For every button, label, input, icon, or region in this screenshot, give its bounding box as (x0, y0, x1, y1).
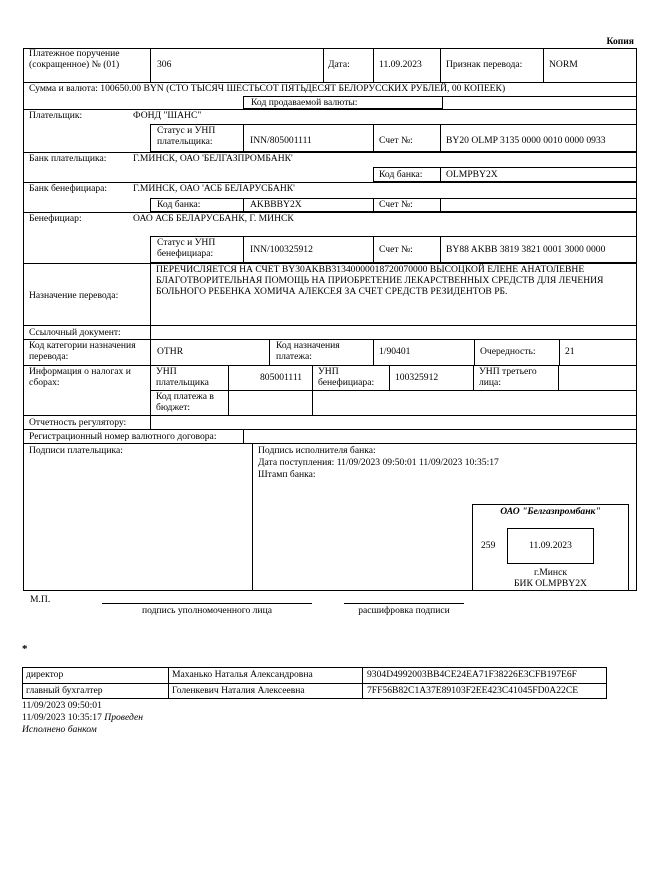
transfer-sign-label: Признак перевода: (446, 59, 523, 70)
received-line: Дата поступления: 11/09/2023 09:50:01 11/09/2023 10:35:17 (258, 457, 499, 468)
date-label: Дата: (328, 59, 350, 70)
payer-bank-code: OLMPBY2X (446, 169, 498, 180)
regulator-label: Отчетность регулятору: (29, 417, 127, 428)
beneficiary-unp-label: УНП бенефициара: (318, 366, 375, 388)
beneficiary-account: BY88 AKBB 3819 3821 0001 3000 0000 (446, 244, 606, 255)
transfer-sign: NORM (549, 59, 578, 70)
authorized-signature-caption: подпись уполномоченного лица (142, 605, 272, 616)
signer-role: директор (26, 669, 64, 680)
stamp-bik: БИК OLMPBY2X (514, 578, 587, 589)
purpose-label: Назначение перевода: (29, 290, 119, 301)
payer-bank-code-label: Код банка: (379, 169, 423, 180)
payer-account: BY20 OLMP 3135 0000 0010 0000 0933 (446, 135, 606, 146)
signer-name: Голенкевич Наталия Алексеевна (172, 685, 305, 696)
order-title: Платежное поручение (сокращенное) № (01) (29, 48, 120, 70)
footer-line-3: Исполнено банком (22, 724, 97, 735)
signer-role: главный бухгалтер (26, 685, 103, 696)
beneficiary-bank-code-label: Код банка: (157, 199, 201, 210)
beneficiary-bank-label: Банк бенефициара: (29, 183, 108, 194)
beneficiary-bank-account-label: Счет №: (379, 199, 413, 210)
sold-currency-label: Код продаваемой валюты: (251, 97, 358, 108)
beneficiary-name: ОАО АСБ БЕЛАРУСБАНК, Г. МИНСК (133, 213, 294, 224)
beneficiary-label: Бенефициар: (29, 213, 82, 224)
order-date: 11.09.2023 (379, 59, 422, 70)
signer-hash: 7FF56B82C1A37E89103F2EE423C41045FD0A22CE (367, 685, 579, 696)
beneficiary-bank-name: Г.МИНСК, ОАО 'АСБ БЕЛАРУСБАНК' (133, 183, 295, 194)
payer-signatures-label: Подписи плательщика: (29, 445, 123, 456)
reference-doc-label: Ссылочный документ: (29, 327, 121, 338)
tax-payer-unp: 805001111 (260, 372, 303, 383)
footer-line-1: 11/09/2023 09:50:01 (22, 700, 102, 711)
category-label: Код категории назначения перевода: (29, 340, 136, 362)
copy-label: Копия (606, 36, 634, 47)
payer-status-label: Статус и УНП плательщика: (157, 125, 216, 147)
budget-code-label: Код платежа в бюджет: (156, 391, 214, 413)
asterisk: * (22, 643, 28, 655)
contract-label: Регистрационный номер валютного договора: (29, 431, 217, 442)
bank-stamp-label: Штамп банка: (258, 469, 316, 480)
purpose-code: 1/90401 (379, 346, 411, 357)
payer-label: Плательщик: (29, 110, 83, 121)
stamp-date: 11.09.2023 (529, 540, 572, 551)
bank-executor-label: Подпись исполнителя банка: (258, 445, 376, 456)
beneficiary-account-label: Счет №: (379, 244, 413, 255)
priority-label: Очередность: (480, 346, 536, 357)
tax-beneficiary-unp: 100325912 (395, 372, 439, 383)
payer-account-label: Счет №: (379, 135, 413, 146)
signer-name: Маханько Наталья Александровна (172, 669, 313, 680)
footer-line-2 (22, 713, 143, 724)
beneficiary-bank-code: AKBBBY2X (250, 199, 302, 210)
stamp-city: г.Минск (534, 567, 567, 578)
purpose-text: ПЕРЕЧИСЛЯЕТСЯ НА СЧЕТ BY30AKBB31340000018720070000 ВЫСОЦКОЙ ЕЛЕНЕ АНАТОЛЕВНЕ БЛАГОТВОРИТЕЛЬНАЯ ПОМОЩЬ НА ПРИОБРЕТЕНИЕ ЛЕКАРСТВЕННЫХ СРЕДСТВ ДЛЯ ЛЕЧЕНИЯ БОЛЬНОГО РЕБЕНКА ХОМИЧА АЛЕКСЕЯ ЗА СЧЕТ СРЕДСТВ РЕЗИДЕНТОВ РБ. (156, 264, 604, 297)
beneficiary-status-label: Статус и УНП бенефициара: (157, 237, 216, 259)
stamp-bank-name: ОАО "Белгазпромбанк" (500, 506, 601, 517)
payer-bank-label: Банк плательщика: (29, 153, 107, 164)
stamp-number: 259 (481, 540, 496, 551)
purpose-code-label: Код назначения платежа: (276, 340, 340, 362)
order-number: 306 (157, 59, 172, 70)
signature-decode-caption: расшифровка подписи (358, 605, 450, 616)
mp-label: М.П. (30, 594, 51, 605)
payer-name: ФОНД "ШАНС" (133, 110, 202, 121)
footer-status: Проведен (104, 712, 143, 723)
beneficiary-unp: INN/100325912 (250, 244, 313, 255)
taxes-label: Информация о налогах и сборах: (29, 366, 131, 388)
third-party-unp-label: УНП третьего лица: (479, 366, 537, 388)
payer-bank-name: Г.МИНСК, ОАО 'БЕЛГАЗПРОМБАНК' (133, 153, 293, 164)
priority: 21 (565, 346, 575, 357)
category-value: OTHR (157, 346, 184, 357)
payer-unp-label: УНП плательщика (156, 366, 209, 388)
footer-time: 11/09/2023 10:35:17 (22, 712, 102, 723)
signer-hash: 9304D4992003BB4CE24EA71F38226E3CFB197E6F (367, 669, 578, 680)
amount-line: Сумма и валюта: 100650.00 BYN (СТО ТЫСЯЧ ШЕСТЬСОТ ПЯТЬДЕСЯТ БЕЛОРУССКИХ РУБЛЕЙ, 00 КОПЕЕК) (29, 83, 506, 94)
payer-unp: INN/805001111 (250, 135, 312, 146)
